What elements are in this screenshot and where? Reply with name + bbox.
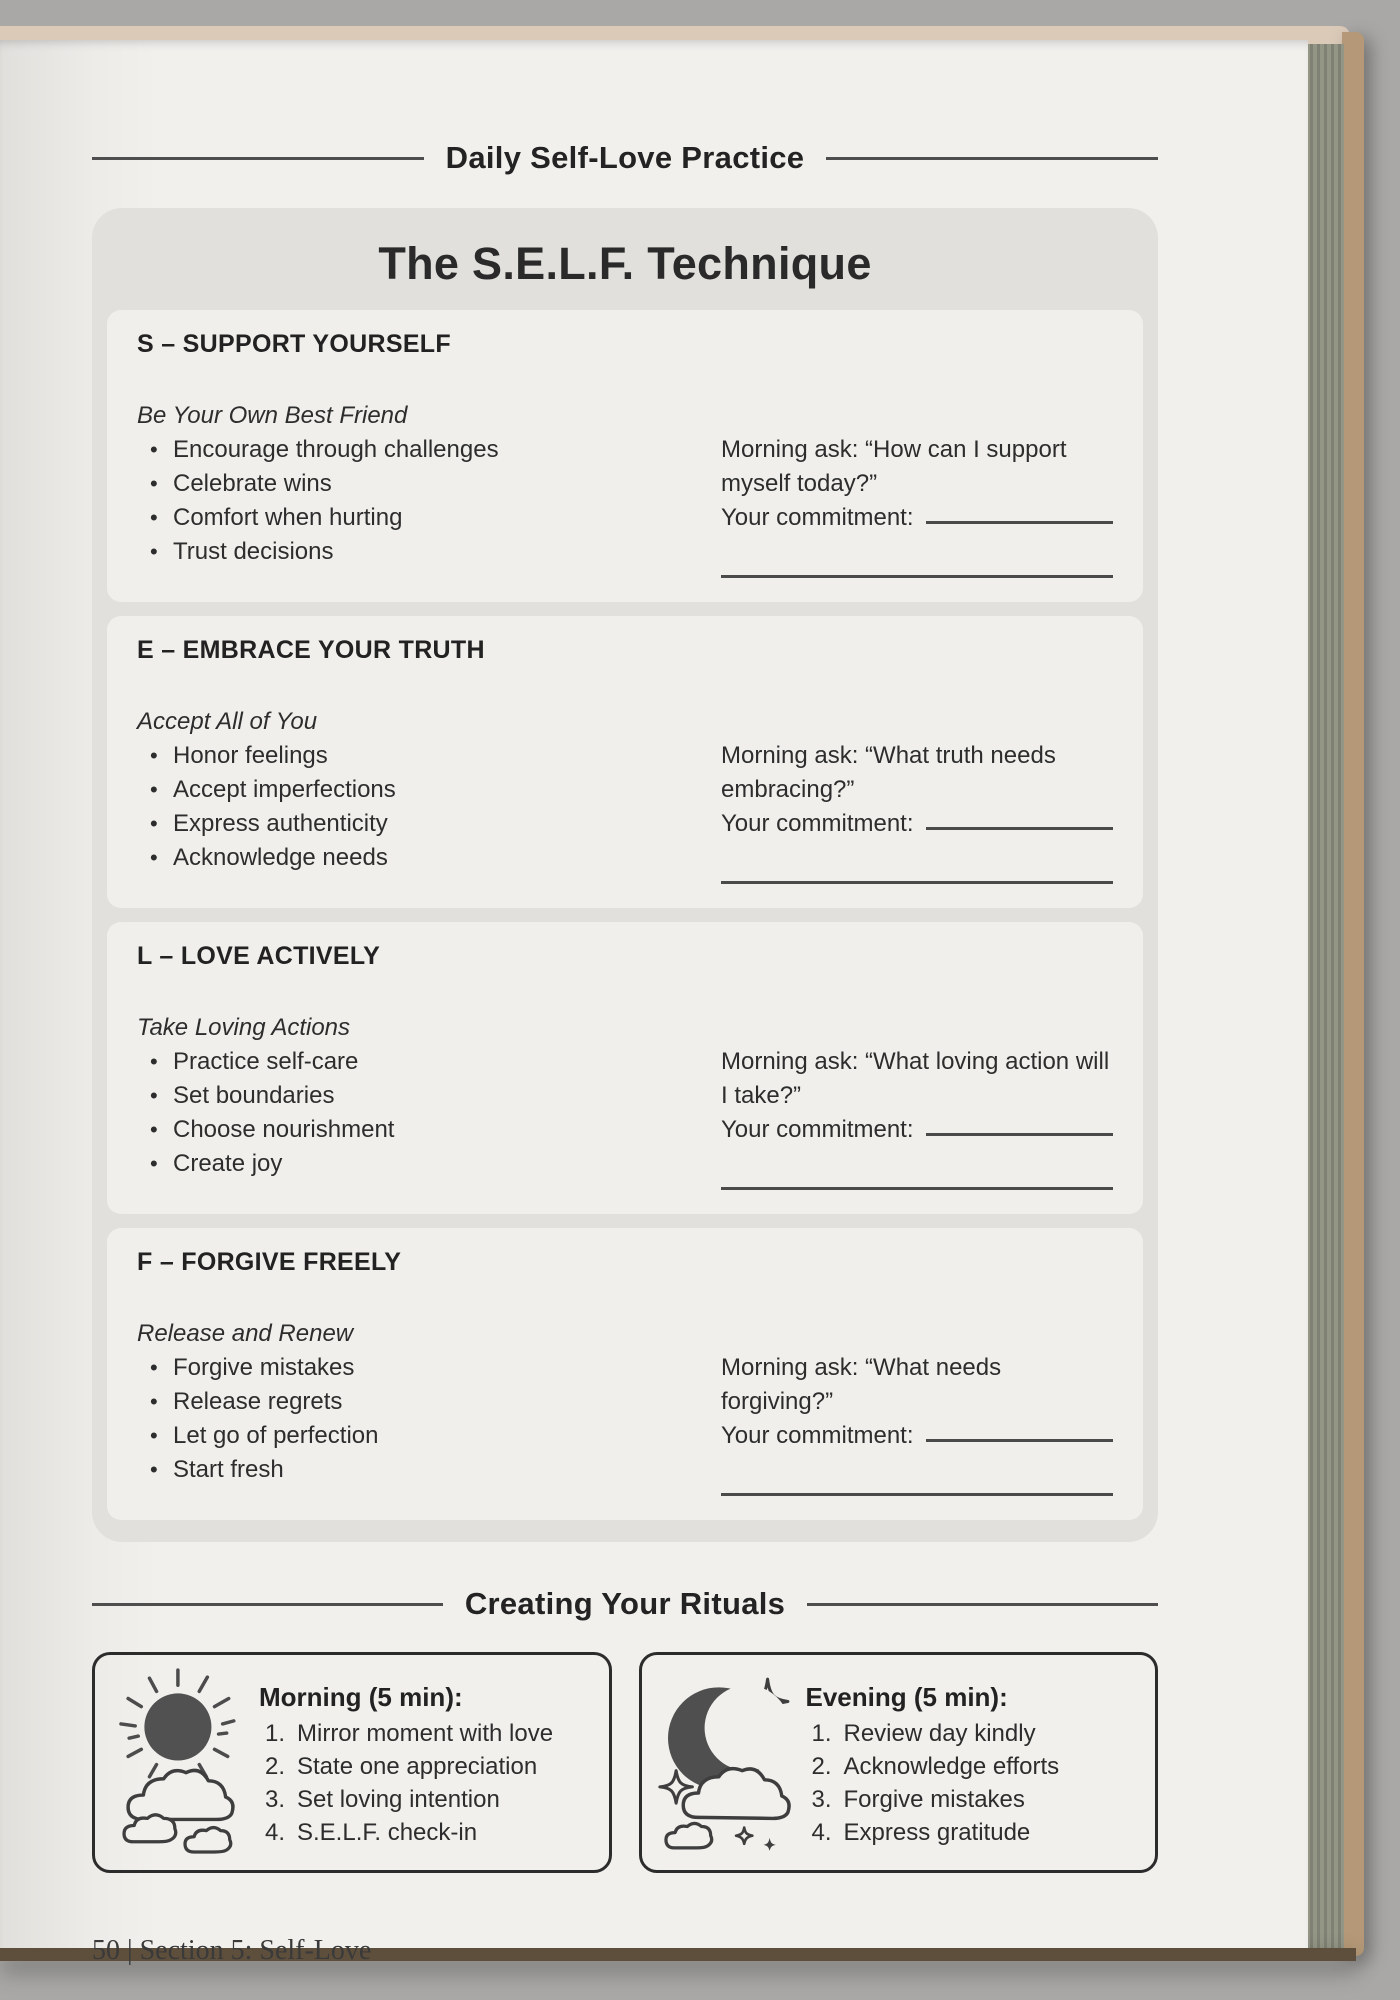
- ritual-step: Set loving intention: [297, 1786, 500, 1813]
- book-page-edges: [1306, 44, 1344, 1950]
- section-bullets: [137, 1351, 701, 1487]
- ritual-steps: [806, 1717, 1142, 1849]
- section-heading: S – SUPPORT YOURSELF: [137, 330, 451, 358]
- bullet-item: • Encourage through challenges: [137, 433, 701, 467]
- ritual-step: State one appreciation: [297, 1753, 538, 1780]
- section-subtitle: Take Loving Actions: [137, 1014, 351, 1041]
- page-header-title: Daily Self-Love Practice: [445, 140, 805, 175]
- section-heading: E – EMBRACE YOUR TRUTH: [137, 636, 485, 664]
- commitment-label: Your commitment:: [721, 810, 914, 837]
- section-bullets: [137, 1045, 701, 1181]
- self-technique-panel: [92, 208, 1158, 1542]
- page-content: [0, 40, 1308, 1966]
- page-header: [92, 140, 1158, 176]
- bullet-item: • Set boundaries: [137, 1079, 701, 1113]
- header-rule-left: [92, 157, 424, 160]
- bullet-item: • Create joy: [137, 1147, 701, 1181]
- ritual-step: Forgive mistakes: [843, 1786, 1025, 1813]
- moon-icon: [656, 1667, 806, 1860]
- ritual-title: Morning (5 min):: [259, 1682, 463, 1712]
- self-section-support: [107, 310, 1143, 602]
- commitment-blank-line: [926, 1439, 1113, 1442]
- bullet-item: • Trust decisions: [137, 535, 701, 569]
- rituals-heading: Creating Your Rituals: [464, 1586, 786, 1621]
- self-section-love: [107, 922, 1143, 1214]
- ritual-step: Express gratitude: [843, 1819, 1031, 1846]
- bullet-item: • Practice self-care: [137, 1045, 701, 1079]
- commitment-blank-line: [926, 1133, 1113, 1136]
- commitment-label: Your commitment:: [721, 504, 914, 531]
- morning-ritual-card: [92, 1652, 612, 1873]
- rituals-rule-left: [92, 1603, 443, 1606]
- self-section-forgive: [107, 1228, 1143, 1520]
- section-heading: F – FORGIVE FREELY: [137, 1248, 402, 1276]
- page-footer: 50 | Section 5: Self-Love: [92, 1935, 372, 1966]
- morning-ask-text: Morning ask: “What needs forgiving?”: [721, 1354, 1002, 1415]
- morning-ask-text: Morning ask: “How can I support myself today?”: [721, 436, 1067, 497]
- commitment-blank-line-2: [721, 1187, 1113, 1190]
- commitment-blank-line-2: [721, 881, 1113, 884]
- ritual-step: Acknowledge efforts: [843, 1753, 1060, 1780]
- ritual-step: S.E.L.F. check-in: [297, 1819, 478, 1846]
- ritual-step: Review day kindly: [843, 1720, 1036, 1747]
- bullet-item: • Acknowledge needs: [137, 841, 701, 875]
- section-subtitle: Be Your Own Best Friend: [137, 402, 408, 429]
- section-subtitle: Accept All of You: [137, 708, 318, 735]
- bullet-item: • Celebrate wins: [137, 467, 701, 501]
- bullet-item: • Release regrets: [137, 1385, 701, 1419]
- ritual-steps: [259, 1717, 595, 1849]
- sun-icon: [109, 1667, 259, 1860]
- bullet-item: • Let go of perfection: [137, 1419, 701, 1453]
- header-rule-right: [826, 157, 1158, 160]
- section-subtitle: Release and Renew: [137, 1320, 354, 1347]
- bullet-item: • Forgive mistakes: [137, 1351, 701, 1385]
- commitment-label: Your commitment:: [721, 1116, 914, 1143]
- book-page: [0, 40, 1308, 1966]
- section-heading: L – LOVE ACTIVELY: [137, 942, 381, 970]
- ritual-title: Evening (5 min):: [805, 1682, 1008, 1712]
- rituals-rule-right: [807, 1603, 1158, 1606]
- panel-title: The S.E.L.F. Technique: [378, 238, 872, 289]
- self-section-embrace: [107, 616, 1143, 908]
- section-bullets: [137, 433, 701, 569]
- commitment-blank-line-2: [721, 575, 1113, 578]
- evening-ritual-card: [639, 1652, 1159, 1873]
- bullet-item: • Accept imperfections: [137, 773, 701, 807]
- bullet-item: • Honor feelings: [137, 739, 701, 773]
- section-bullets: [137, 739, 701, 875]
- ritual-boxes: [92, 1652, 1158, 1873]
- commitment-blank-line: [926, 827, 1113, 830]
- morning-ask-text: Morning ask: “What loving action will I take?”: [721, 1048, 1110, 1109]
- book-cover-side: [1342, 32, 1364, 1956]
- bullet-item: • Comfort when hurting: [137, 501, 701, 535]
- bullet-item: • Express authenticity: [137, 807, 701, 841]
- commitment-blank-line-2: [721, 1493, 1113, 1496]
- bullet-item: • Start fresh: [137, 1453, 701, 1487]
- ritual-step: Mirror moment with love: [297, 1720, 554, 1747]
- commitment-label: Your commitment:: [721, 1422, 914, 1449]
- rituals-header: [92, 1586, 1158, 1622]
- morning-ask-text: Morning ask: “What truth needs embracing?”: [721, 742, 1056, 803]
- bullet-item: • Choose nourishment: [137, 1113, 701, 1147]
- commitment-blank-line: [926, 521, 1113, 524]
